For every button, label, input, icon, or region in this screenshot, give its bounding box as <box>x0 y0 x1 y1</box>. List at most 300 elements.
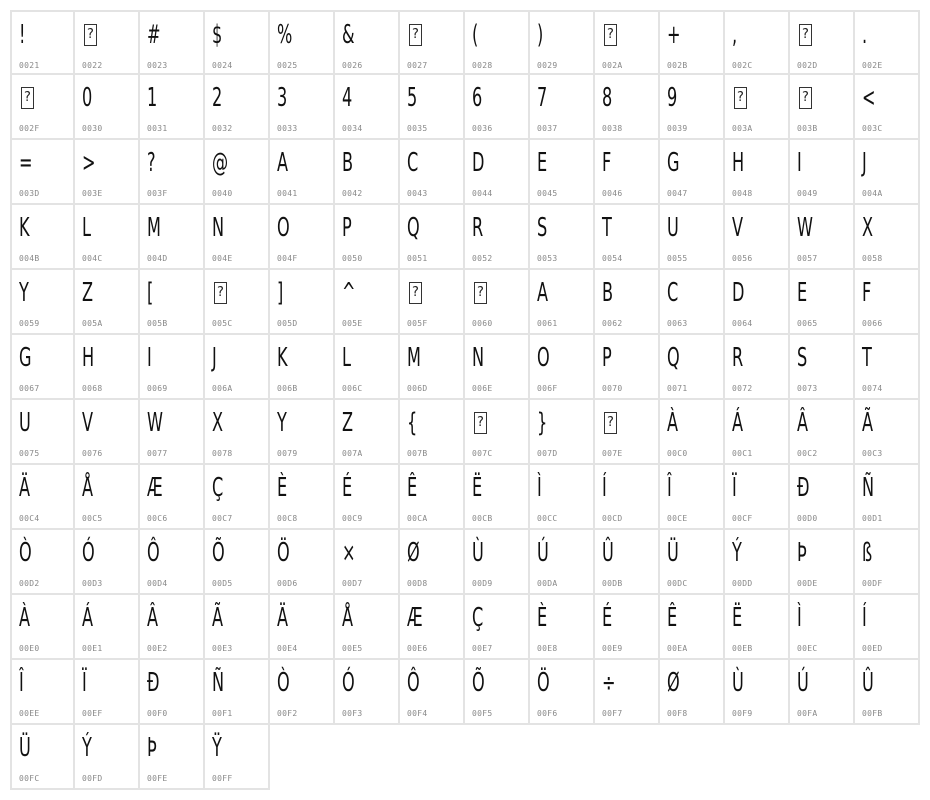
glyph-char: Ê <box>667 603 678 633</box>
glyph-codepoint: 00F4 <box>407 709 428 718</box>
glyph-cell <box>465 335 530 400</box>
glyph-codepoint: 0024 <box>212 61 233 70</box>
glyph-codepoint: 004E <box>212 254 233 263</box>
glyph-cell <box>270 660 335 725</box>
glyph-cell <box>10 205 75 270</box>
glyph-codepoint: 00D1 <box>862 514 883 523</box>
glyph-codepoint: 0077 <box>147 449 168 458</box>
glyph-char: E <box>797 278 808 308</box>
glyph-char: L <box>342 343 351 373</box>
glyph-codepoint: 0044 <box>472 189 493 198</box>
missing-glyph-box: ? <box>214 282 227 304</box>
glyph-codepoint: 006F <box>537 384 558 393</box>
glyph-codepoint: 0075 <box>19 449 40 458</box>
glyph-cell <box>205 725 270 790</box>
glyph-char: Ò <box>19 538 32 568</box>
glyph-char: Ç <box>472 603 484 633</box>
glyph-codepoint: 0032 <box>212 124 233 133</box>
glyph-char: ) <box>537 20 544 50</box>
glyph-codepoint: 0067 <box>19 384 40 393</box>
glyph-cell <box>10 400 75 465</box>
glyph-cell <box>465 270 530 335</box>
glyph-cell <box>270 465 335 530</box>
glyph-char: } <box>537 408 548 438</box>
glyph-codepoint: 007E <box>602 449 623 458</box>
glyph-char: Y <box>19 278 29 308</box>
glyph-codepoint: 00CC <box>537 514 558 523</box>
glyph-char: Q <box>667 343 680 373</box>
glyph-codepoint: 00DE <box>797 579 818 588</box>
glyph-char: Õ <box>212 538 225 568</box>
glyph-cell <box>335 10 400 75</box>
glyph-codepoint: 00FB <box>862 709 883 718</box>
glyph-char: À <box>19 603 31 633</box>
missing-glyph-box: ? <box>84 24 97 46</box>
glyph-codepoint: 00F9 <box>732 709 753 718</box>
glyph-codepoint: 00E7 <box>472 644 493 653</box>
glyph-codepoint: 00D0 <box>797 514 818 523</box>
glyph-char: Ã <box>212 603 224 633</box>
glyph-cell <box>10 660 75 725</box>
glyph-cell <box>270 335 335 400</box>
glyph-char: 1 <box>147 83 158 113</box>
glyph-cell <box>530 335 595 400</box>
glyph-cell <box>335 465 400 530</box>
glyph-cell <box>790 270 855 335</box>
glyph-char: ( <box>472 20 479 50</box>
glyph-char: P <box>342 213 352 243</box>
glyph-cell <box>790 75 855 140</box>
glyph-codepoint: 0071 <box>667 384 688 393</box>
glyph-grid <box>10 10 920 790</box>
glyph-char: G <box>19 343 32 373</box>
glyph-codepoint: 004A <box>862 189 883 198</box>
glyph-codepoint: 003F <box>147 189 168 198</box>
glyph-codepoint: 002E <box>862 61 883 70</box>
glyph-cell <box>10 465 75 530</box>
glyph-cell <box>205 270 270 335</box>
glyph-char: , <box>732 20 738 50</box>
glyph-codepoint: 0068 <box>82 384 103 393</box>
glyph-cell <box>335 270 400 335</box>
glyph-codepoint: 00EA <box>667 644 688 653</box>
glyph-cell <box>595 335 660 400</box>
glyph-codepoint: 00E3 <box>212 644 233 653</box>
glyph-char: Å <box>342 603 354 633</box>
glyph-cell <box>530 595 595 660</box>
glyph-char: $ <box>212 20 223 50</box>
glyph-cell <box>530 530 595 595</box>
glyph-cell <box>335 75 400 140</box>
missing-glyph-box: ? <box>409 24 422 46</box>
glyph-char: F <box>862 278 872 308</box>
glyph-char: Ú <box>797 668 809 698</box>
glyph-codepoint: 00E9 <box>602 644 623 653</box>
glyph-codepoint: 00DC <box>667 579 688 588</box>
glyph-char: Î <box>667 473 672 503</box>
glyph-cell <box>660 335 725 400</box>
glyph-char: [ <box>147 278 154 308</box>
glyph-codepoint: 002B <box>667 61 688 70</box>
glyph-codepoint: 0036 <box>472 124 493 133</box>
glyph-codepoint: 005D <box>277 319 298 328</box>
glyph-char: Â <box>797 408 809 438</box>
glyph-char: . <box>862 20 868 50</box>
missing-glyph-box: ? <box>799 87 812 109</box>
glyph-cell <box>270 530 335 595</box>
glyph-cell <box>270 595 335 660</box>
glyph-codepoint: 00FC <box>19 774 40 783</box>
glyph-char: Û <box>602 538 614 568</box>
glyph-codepoint: 0026 <box>342 61 363 70</box>
glyph-cell <box>75 595 140 660</box>
glyph-cell <box>790 335 855 400</box>
glyph-cell <box>75 400 140 465</box>
glyph-codepoint: 003D <box>19 189 40 198</box>
glyph-codepoint: 00D5 <box>212 579 233 588</box>
glyph-char: R <box>472 213 484 243</box>
glyph-char: 9 <box>667 83 678 113</box>
glyph-cell <box>530 465 595 530</box>
glyph-codepoint: 0062 <box>602 319 623 328</box>
glyph-cell <box>205 10 270 75</box>
glyph-char: J <box>212 343 217 373</box>
glyph-codepoint: 0035 <box>407 124 428 133</box>
glyph-char: N <box>212 213 225 243</box>
glyph-char: W <box>147 408 163 438</box>
glyph-cell <box>725 205 790 270</box>
glyph-cell <box>595 400 660 465</box>
glyph-codepoint: 0037 <box>537 124 558 133</box>
glyph-cell <box>595 270 660 335</box>
glyph-cell <box>10 595 75 660</box>
glyph-codepoint: 00F7 <box>602 709 623 718</box>
glyph-char: P <box>602 343 612 373</box>
glyph-char: U <box>667 213 679 243</box>
glyph-codepoint: 002F <box>19 124 40 133</box>
glyph-char: A <box>277 148 289 178</box>
glyph-char: C <box>667 278 679 308</box>
glyph-codepoint: 00E5 <box>342 644 363 653</box>
glyph-char: Õ <box>472 668 485 698</box>
glyph-codepoint: 007B <box>407 449 428 458</box>
glyph-codepoint: 00D8 <box>407 579 428 588</box>
glyph-char: Ä <box>277 603 289 633</box>
glyph-char: 2 <box>212 83 223 113</box>
glyph-cell <box>270 205 335 270</box>
glyph-codepoint: 00E8 <box>537 644 558 653</box>
glyph-cell <box>75 465 140 530</box>
glyph-codepoint: 0030 <box>82 124 103 133</box>
glyph-codepoint: 003C <box>862 124 883 133</box>
missing-glyph-box: ? <box>604 412 617 434</box>
glyph-cell <box>660 660 725 725</box>
glyph-codepoint: 0028 <box>472 61 493 70</box>
glyph-cell <box>270 270 335 335</box>
glyph-cell <box>465 400 530 465</box>
glyph-char: O <box>277 213 290 243</box>
glyph-cell <box>205 465 270 530</box>
glyph-cell <box>400 660 465 725</box>
glyph-cell <box>400 10 465 75</box>
glyph-codepoint: 0063 <box>667 319 688 328</box>
glyph-codepoint: 00F8 <box>667 709 688 718</box>
glyph-codepoint: 0069 <box>147 384 168 393</box>
glyph-char: @ <box>212 148 229 178</box>
glyph-codepoint: 00CE <box>667 514 688 523</box>
glyph-cell <box>595 530 660 595</box>
glyph-cell <box>270 75 335 140</box>
glyph-char: T <box>862 343 872 373</box>
glyph-codepoint: 003B <box>797 124 818 133</box>
glyph-char: K <box>277 343 288 373</box>
glyph-cell <box>465 595 530 660</box>
glyph-cell <box>400 465 465 530</box>
glyph-cell <box>140 530 205 595</box>
glyph-codepoint: 006C <box>342 384 363 393</box>
glyph-codepoint: 0054 <box>602 254 623 263</box>
glyph-char: ^ <box>342 278 356 308</box>
glyph-codepoint: 0047 <box>667 189 688 198</box>
glyph-char: D <box>472 148 485 178</box>
glyph-codepoint: 00DD <box>732 579 753 588</box>
glyph-char: Í <box>862 603 867 633</box>
glyph-char: Å <box>82 473 94 503</box>
glyph-cell <box>75 205 140 270</box>
glyph-codepoint: 00CA <box>407 514 428 523</box>
glyph-cell <box>205 595 270 660</box>
glyph-codepoint: 002C <box>732 61 753 70</box>
glyph-char: Ñ <box>212 668 225 698</box>
missing-glyph-box: ? <box>21 87 34 109</box>
glyph-char: 6 <box>472 83 483 113</box>
glyph-cell <box>400 75 465 140</box>
glyph-cell <box>270 400 335 465</box>
glyph-cell <box>140 595 205 660</box>
glyph-codepoint: 00D2 <box>19 579 40 588</box>
glyph-codepoint: 0060 <box>472 319 493 328</box>
glyph-char: Ö <box>277 538 290 568</box>
glyph-char: K <box>19 213 30 243</box>
missing-glyph-box: ? <box>604 24 617 46</box>
glyph-cell <box>465 465 530 530</box>
glyph-cell <box>10 10 75 75</box>
glyph-codepoint: 006E <box>472 384 493 393</box>
glyph-cell <box>660 465 725 530</box>
glyph-codepoint: 002A <box>602 61 623 70</box>
glyph-codepoint: 00FF <box>212 774 233 783</box>
glyph-cell <box>335 400 400 465</box>
glyph-cell <box>530 400 595 465</box>
glyph-codepoint: 0046 <box>602 189 623 198</box>
glyph-cell <box>725 270 790 335</box>
glyph-cell <box>270 10 335 75</box>
glyph-char: Þ <box>147 733 157 763</box>
glyph-cell <box>855 10 920 75</box>
glyph-cell <box>790 205 855 270</box>
glyph-cell <box>400 140 465 205</box>
glyph-codepoint: 0051 <box>407 254 428 263</box>
glyph-char: Ü <box>19 733 31 763</box>
glyph-cell <box>205 140 270 205</box>
glyph-cell <box>10 335 75 400</box>
glyph-char: S <box>537 213 548 243</box>
glyph-cell <box>10 75 75 140</box>
glyph-codepoint: 00C3 <box>862 449 883 458</box>
glyph-cell <box>855 530 920 595</box>
glyph-codepoint: 0061 <box>537 319 558 328</box>
glyph-cell <box>595 595 660 660</box>
glyph-char: & <box>342 20 355 50</box>
glyph-char: Ô <box>147 538 160 568</box>
glyph-codepoint: 00EB <box>732 644 753 653</box>
glyph-codepoint: 0029 <box>537 61 558 70</box>
glyph-char: Â <box>147 603 159 633</box>
glyph-char: Z <box>82 278 94 308</box>
glyph-char: 0 <box>82 83 93 113</box>
glyph-char: Ò <box>277 668 290 698</box>
glyph-codepoint: 00C8 <box>277 514 298 523</box>
glyph-char: W <box>797 213 813 243</box>
glyph-char: Ë <box>732 603 743 633</box>
glyph-char: V <box>82 408 94 438</box>
glyph-char: Û <box>862 668 874 698</box>
glyph-codepoint: 00F0 <box>147 709 168 718</box>
glyph-codepoint: 00C4 <box>19 514 40 523</box>
glyph-cell <box>205 335 270 400</box>
glyph-char: Ø <box>667 668 680 698</box>
glyph-cell <box>205 205 270 270</box>
glyph-cell <box>10 140 75 205</box>
glyph-cell <box>725 660 790 725</box>
glyph-char: Ù <box>732 668 744 698</box>
glyph-codepoint: 00F6 <box>537 709 558 718</box>
glyph-codepoint: 0066 <box>862 319 883 328</box>
glyph-codepoint: 0041 <box>277 189 298 198</box>
glyph-codepoint: 00CB <box>472 514 493 523</box>
glyph-cell <box>335 140 400 205</box>
glyph-codepoint: 0045 <box>537 189 558 198</box>
glyph-cell <box>10 725 75 790</box>
glyph-char: ß <box>862 538 873 568</box>
glyph-cell <box>530 270 595 335</box>
glyph-cell <box>465 140 530 205</box>
glyph-codepoint: 0079 <box>277 449 298 458</box>
glyph-codepoint: 00D4 <box>147 579 168 588</box>
glyph-cell <box>335 595 400 660</box>
glyph-codepoint: 00DA <box>537 579 558 588</box>
glyph-cell <box>400 530 465 595</box>
glyph-cell <box>595 660 660 725</box>
glyph-codepoint: 0070 <box>602 384 623 393</box>
glyph-char: Ç <box>212 473 224 503</box>
glyph-cell <box>140 140 205 205</box>
glyph-codepoint: 0049 <box>797 189 818 198</box>
glyph-char: Æ <box>147 473 163 503</box>
glyph-cell <box>595 205 660 270</box>
glyph-cell <box>400 270 465 335</box>
glyph-char: × <box>342 538 356 568</box>
glyph-char: Á <box>82 603 94 633</box>
glyph-char: Á <box>732 408 744 438</box>
glyph-codepoint: 005A <box>82 319 103 328</box>
glyph-char: R <box>732 343 744 373</box>
glyph-char: Ö <box>537 668 550 698</box>
glyph-codepoint: 007A <box>342 449 363 458</box>
glyph-char: Ó <box>82 538 95 568</box>
glyph-char: Ý <box>82 733 92 763</box>
glyph-cell <box>140 725 205 790</box>
glyph-char: Z <box>342 408 354 438</box>
glyph-char: Ê <box>407 473 418 503</box>
glyph-char: N <box>472 343 485 373</box>
glyph-cell <box>790 140 855 205</box>
missing-glyph-box: ? <box>409 282 422 304</box>
glyph-cell <box>855 400 920 465</box>
glyph-codepoint: 00D7 <box>342 579 363 588</box>
glyph-cell <box>75 725 140 790</box>
glyph-cell <box>660 10 725 75</box>
glyph-char: D <box>732 278 745 308</box>
glyph-codepoint: 003E <box>82 189 103 198</box>
glyph-cell <box>530 205 595 270</box>
glyph-cell <box>465 530 530 595</box>
glyph-cell <box>465 75 530 140</box>
glyph-cell <box>205 530 270 595</box>
glyph-char: X <box>212 408 224 438</box>
glyph-codepoint: 0053 <box>537 254 558 263</box>
glyph-codepoint: 005B <box>147 319 168 328</box>
glyph-cell <box>790 530 855 595</box>
glyph-cell <box>140 75 205 140</box>
glyph-cell <box>465 10 530 75</box>
glyph-codepoint: 0039 <box>667 124 688 133</box>
glyph-codepoint: 0073 <box>797 384 818 393</box>
glyph-cell <box>75 75 140 140</box>
glyph-codepoint: 004C <box>82 254 103 263</box>
glyph-cell <box>400 335 465 400</box>
glyph-char: E <box>537 148 548 178</box>
glyph-codepoint: 00FE <box>147 774 168 783</box>
glyph-cell <box>530 10 595 75</box>
glyph-char: H <box>82 343 95 373</box>
glyph-cell <box>725 400 790 465</box>
glyph-codepoint: 004F <box>277 254 298 263</box>
glyph-char: Ú <box>537 538 549 568</box>
glyph-cell <box>725 75 790 140</box>
glyph-codepoint: 00CF <box>732 514 753 523</box>
glyph-codepoint: 00EE <box>19 709 40 718</box>
glyph-cell <box>465 205 530 270</box>
missing-glyph-box: ? <box>474 412 487 434</box>
glyph-cell <box>660 595 725 660</box>
glyph-codepoint: 0072 <box>732 384 753 393</box>
glyph-cell <box>725 140 790 205</box>
glyph-cell <box>660 400 725 465</box>
glyph-codepoint: 0034 <box>342 124 363 133</box>
glyph-cell <box>335 335 400 400</box>
glyph-cell <box>205 400 270 465</box>
glyph-codepoint: 0076 <box>82 449 103 458</box>
glyph-char: Ÿ <box>212 733 222 763</box>
glyph-cell <box>855 660 920 725</box>
glyph-codepoint: 0027 <box>407 61 428 70</box>
glyph-char: + <box>667 20 681 50</box>
glyph-codepoint: 00C9 <box>342 514 363 523</box>
glyph-char: C <box>407 148 419 178</box>
glyph-codepoint: 005F <box>407 319 428 328</box>
glyph-char: Ü <box>667 538 679 568</box>
